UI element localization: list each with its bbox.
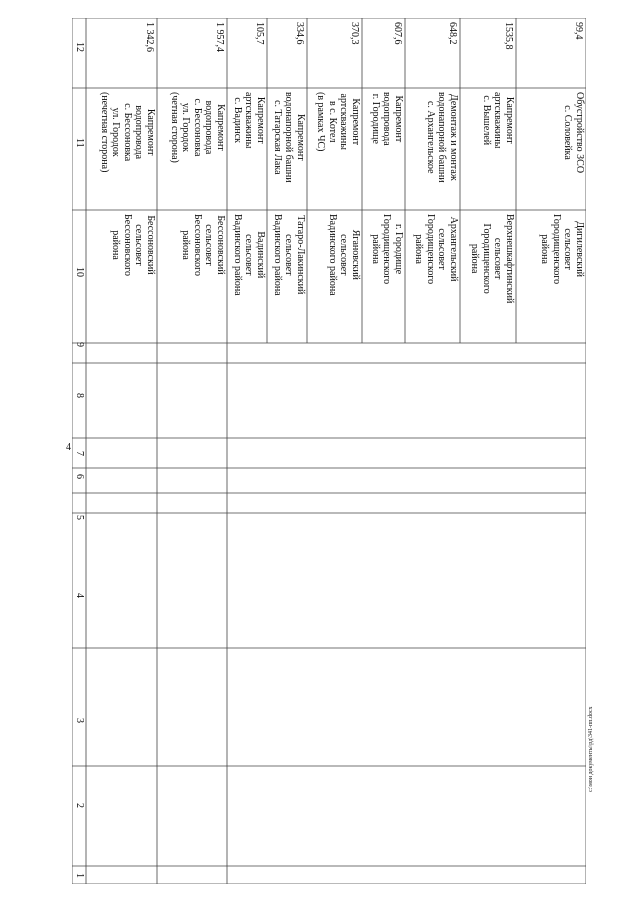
- territory-cell-line: сельсовет: [562, 228, 574, 270]
- work-description-cell-line: водопровода: [381, 92, 393, 146]
- amount-cell-line: 607,6: [392, 22, 403, 45]
- territory-cell-line: Татаро-Лакинский: [295, 215, 306, 295]
- territory-cell-line: сельсовет: [243, 234, 255, 276]
- territory-cell-line: Городищенского: [551, 214, 562, 285]
- work-description-cell-line: с. Вадинск: [232, 97, 243, 144]
- territory-cell-line: сельсовет: [436, 228, 448, 270]
- work-description-cell-line: водонапорной башни: [436, 92, 448, 183]
- territory-cell-line: сельсовет: [133, 224, 145, 266]
- territory-cell-line: района: [180, 230, 192, 260]
- column-header-line: 7: [74, 451, 85, 456]
- work-description-cell-line: Капремонт: [145, 108, 156, 156]
- territory-cell-line: района: [413, 234, 425, 264]
- work-description-cell-line: г. Городище: [370, 93, 381, 144]
- work-description-cell-line: в с. Котел: [327, 100, 338, 143]
- territory-cell-line: Вадинский: [255, 231, 266, 279]
- territory-cell-line: Бессоновский: [145, 215, 156, 275]
- territory-cell-line: Городищенского: [381, 214, 393, 285]
- amount-cell-line: 370,3: [349, 22, 360, 45]
- territory-cell-line: Городищенского: [481, 223, 492, 294]
- work-description-cell-line: с. Татарская Лака: [272, 100, 283, 175]
- work-description-cell-line: Капремонт: [350, 98, 361, 146]
- amount-cell-line: 99,4: [573, 22, 584, 40]
- territory-cell-line: района: [370, 234, 381, 264]
- amount-cell-line: 1 342,6: [144, 22, 155, 52]
- work-description-cell-line: Капремонт: [295, 113, 306, 161]
- territory-cell-line: Бессоновского: [122, 214, 133, 276]
- column-header-line: 11: [74, 138, 85, 148]
- work-description-cell-line: (в рамках ЧС): [315, 92, 327, 152]
- territory-cell-line: района: [469, 243, 481, 274]
- work-description-cell-line: с. Архангельское: [425, 100, 436, 174]
- column-header-line: 9: [74, 342, 85, 347]
- work-description-cell-line: водопровода: [133, 105, 145, 160]
- territory-cell-line: Дигилевский: [574, 221, 585, 277]
- territory-cell-line: района: [110, 230, 122, 260]
- work-description-cell-line: с. Бессоновка: [192, 98, 203, 157]
- work-description-cell-line: ул. Городок: [180, 102, 192, 152]
- page-number: 4: [66, 442, 71, 453]
- work-description-cell-line: водопровода: [203, 100, 215, 155]
- amount-cell-line: 334,6: [294, 22, 305, 45]
- amount-cell-line: 1535,8: [503, 22, 514, 50]
- work-description-cell-line: Капремонт: [504, 96, 515, 144]
- work-description-cell-line: Капремонт: [255, 96, 266, 144]
- work-description-cell-line: с. Бессоновка: [122, 103, 133, 162]
- work-description-cell-line: артскважины: [492, 92, 504, 149]
- amount-cell-line: 105,7: [254, 22, 265, 45]
- amount-cell-line: 1 957,4: [214, 22, 225, 52]
- territory-cell-line: Бессоновский: [215, 215, 226, 275]
- work-description-cell-line: артскважины: [243, 92, 255, 149]
- territory-cell-line: Вадинского района: [232, 214, 243, 296]
- territory-cell-line: Архангельский: [448, 216, 459, 282]
- column-header-line: 10: [74, 267, 85, 277]
- territory-cell-line: сельсовет: [283, 234, 295, 276]
- column-header-line: 12: [74, 42, 85, 52]
- column-header-line: 1: [74, 873, 85, 878]
- work-description-cell-line: водонапорной башни: [283, 92, 295, 183]
- territory-cell-line: Бессоновского: [192, 214, 203, 276]
- work-description-cell-line: Демонтаж и монтаж: [448, 93, 459, 181]
- work-description-cell-line: (четная сторона): [169, 92, 180, 163]
- column-header-line: 6: [74, 474, 85, 479]
- column-header-line: 8: [74, 393, 85, 398]
- column-header-line: 5: [74, 515, 85, 520]
- work-description-cell-line: (нечетная сторона): [99, 92, 110, 173]
- column-header-line: 2: [74, 803, 85, 808]
- work-description-cell-line: артскважины: [338, 93, 350, 150]
- amount-cell-line: 648,2: [447, 22, 458, 45]
- work-description-cell-line: ул. Городок: [110, 107, 122, 157]
- work-description-cell-line: Капремонт: [215, 104, 226, 151]
- territory-cell-line: г. Городище: [393, 224, 404, 275]
- work-description-cell-line: Обустройство ЗСО: [574, 92, 585, 174]
- territory-cell-line: сельсовет: [338, 234, 350, 276]
- work-description-cell-line: с. Вышелей: [481, 95, 492, 146]
- territory-cell-line: Ягановский: [350, 229, 361, 280]
- column-header-line: 3: [74, 718, 85, 723]
- work-description-cell-line: Капремонт: [393, 95, 404, 143]
- territory-cell-line: Верхнешкафтинский: [504, 214, 515, 304]
- territory-cell-line: сельсовет: [203, 224, 215, 266]
- territory-cell-line: Вадинского района: [272, 214, 283, 296]
- territory-cell-line: района: [539, 234, 551, 264]
- work-description-cell-line: с. Соловейка: [562, 105, 574, 160]
- territory-cell-line: Городищенского: [425, 214, 436, 285]
- territory-cell-line: сельсовет: [492, 237, 504, 280]
- territory-cell-line: Вадинского района: [327, 214, 338, 296]
- data-table: [72, 18, 586, 884]
- column-header-line: 4: [74, 593, 85, 598]
